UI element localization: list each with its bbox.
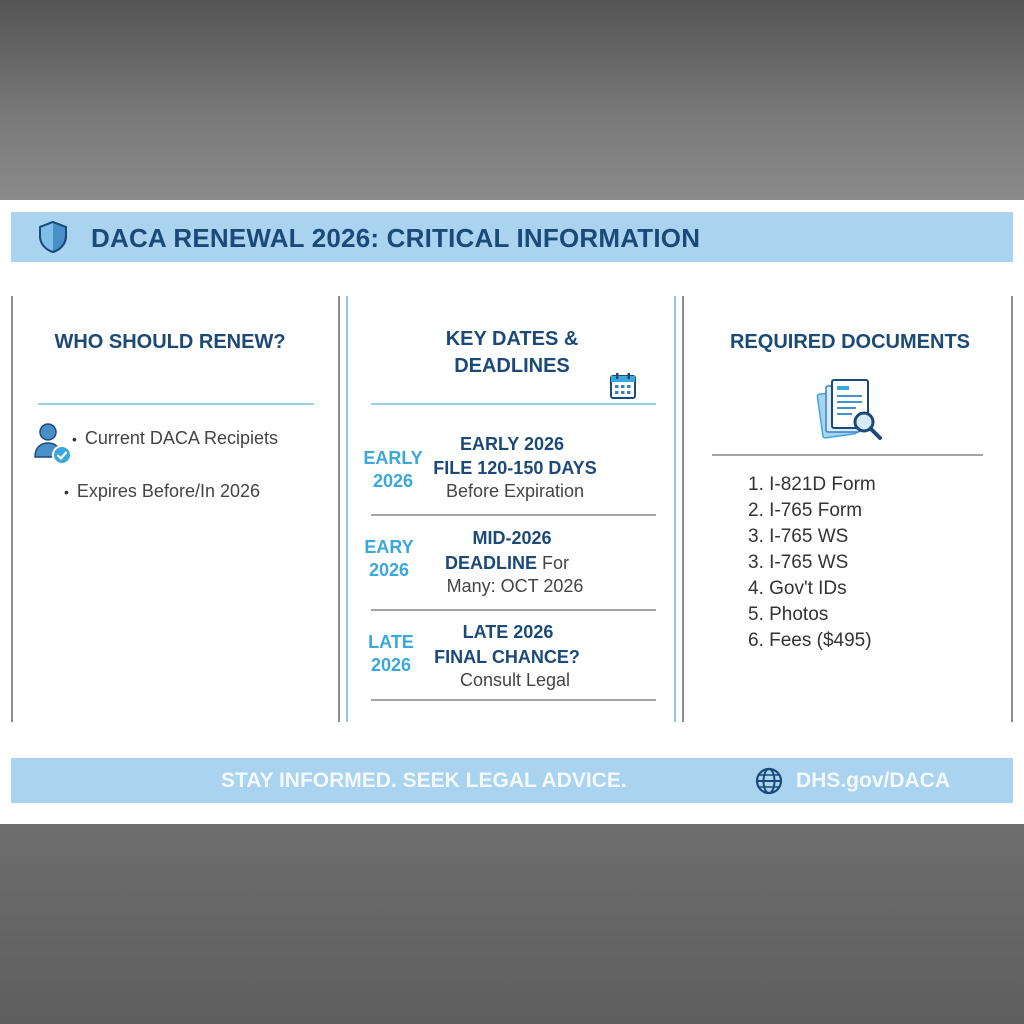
list-item: • Current DACA Recipiets [72, 428, 278, 448]
list-item: • Expires Before/In 2026 [64, 481, 261, 501]
column-divider [682, 296, 684, 722]
footer-bar [11, 758, 1013, 803]
list-item: 5. Photos [748, 604, 829, 625]
info-card [0, 200, 1024, 824]
list-item: 2. I-765 Form [748, 500, 863, 521]
list-item: 6. Fees ($495) [748, 630, 872, 651]
list-item: 3. I-765 WS [748, 526, 849, 547]
footer-tagline: STAY INFORMED. SEEK LEGAL ADVICE. [221, 769, 627, 792]
docs-title: REQUIRED DOCUMENTS [729, 331, 970, 353]
event-period: EARLY 2026 [363, 448, 423, 491]
dates-title: KEY DATES & DEADLINES [445, 328, 579, 377]
person-check-icon [33, 421, 73, 465]
event-note: Many: OCT 2026 [446, 576, 584, 596]
event-note: Before Expiration [445, 481, 585, 501]
background-top [0, 0, 1024, 200]
event-title: MID-2026 [472, 528, 552, 548]
event-note: Consult Legal [459, 670, 571, 690]
column-divider [674, 296, 676, 722]
column-divider [11, 296, 13, 722]
background-bottom [0, 824, 1024, 1024]
divider [371, 699, 656, 701]
divider [371, 609, 656, 611]
shield-icon [37, 220, 69, 254]
event-detail: FILE 120-150 DAYS [433, 458, 597, 478]
who-title: WHO SHOULD RENEW? [54, 331, 286, 353]
document-search-icon [816, 376, 886, 444]
column-divider [346, 296, 348, 722]
page-title: DACA RENEWAL 2026: CRITICAL INFORMATION [91, 223, 701, 253]
event-title: LATE 2026 [462, 622, 554, 642]
column-divider [338, 296, 340, 722]
divider [371, 514, 656, 516]
calendar-icon [609, 372, 637, 400]
column-divider [1011, 296, 1013, 722]
event-detail: FINAL CHANCE? [434, 647, 580, 667]
event-period: EARY 2026 [364, 537, 414, 580]
list-item: 4. Gov't IDs [748, 578, 847, 599]
event-detail: DEADLINE For [444, 553, 570, 573]
event-title: EARLY 2026 [459, 434, 565, 454]
list-item: 3. I-765 WS [748, 552, 849, 573]
divider [371, 403, 656, 405]
header-bar [11, 212, 1013, 262]
globe-icon [755, 767, 783, 795]
event-period: LATE 2026 [368, 632, 414, 675]
list-item: 1. I-821D Form [748, 474, 876, 495]
divider [712, 454, 983, 456]
divider [38, 403, 314, 405]
dhs-link[interactable]: DHS.gov/DACA [796, 769, 951, 792]
